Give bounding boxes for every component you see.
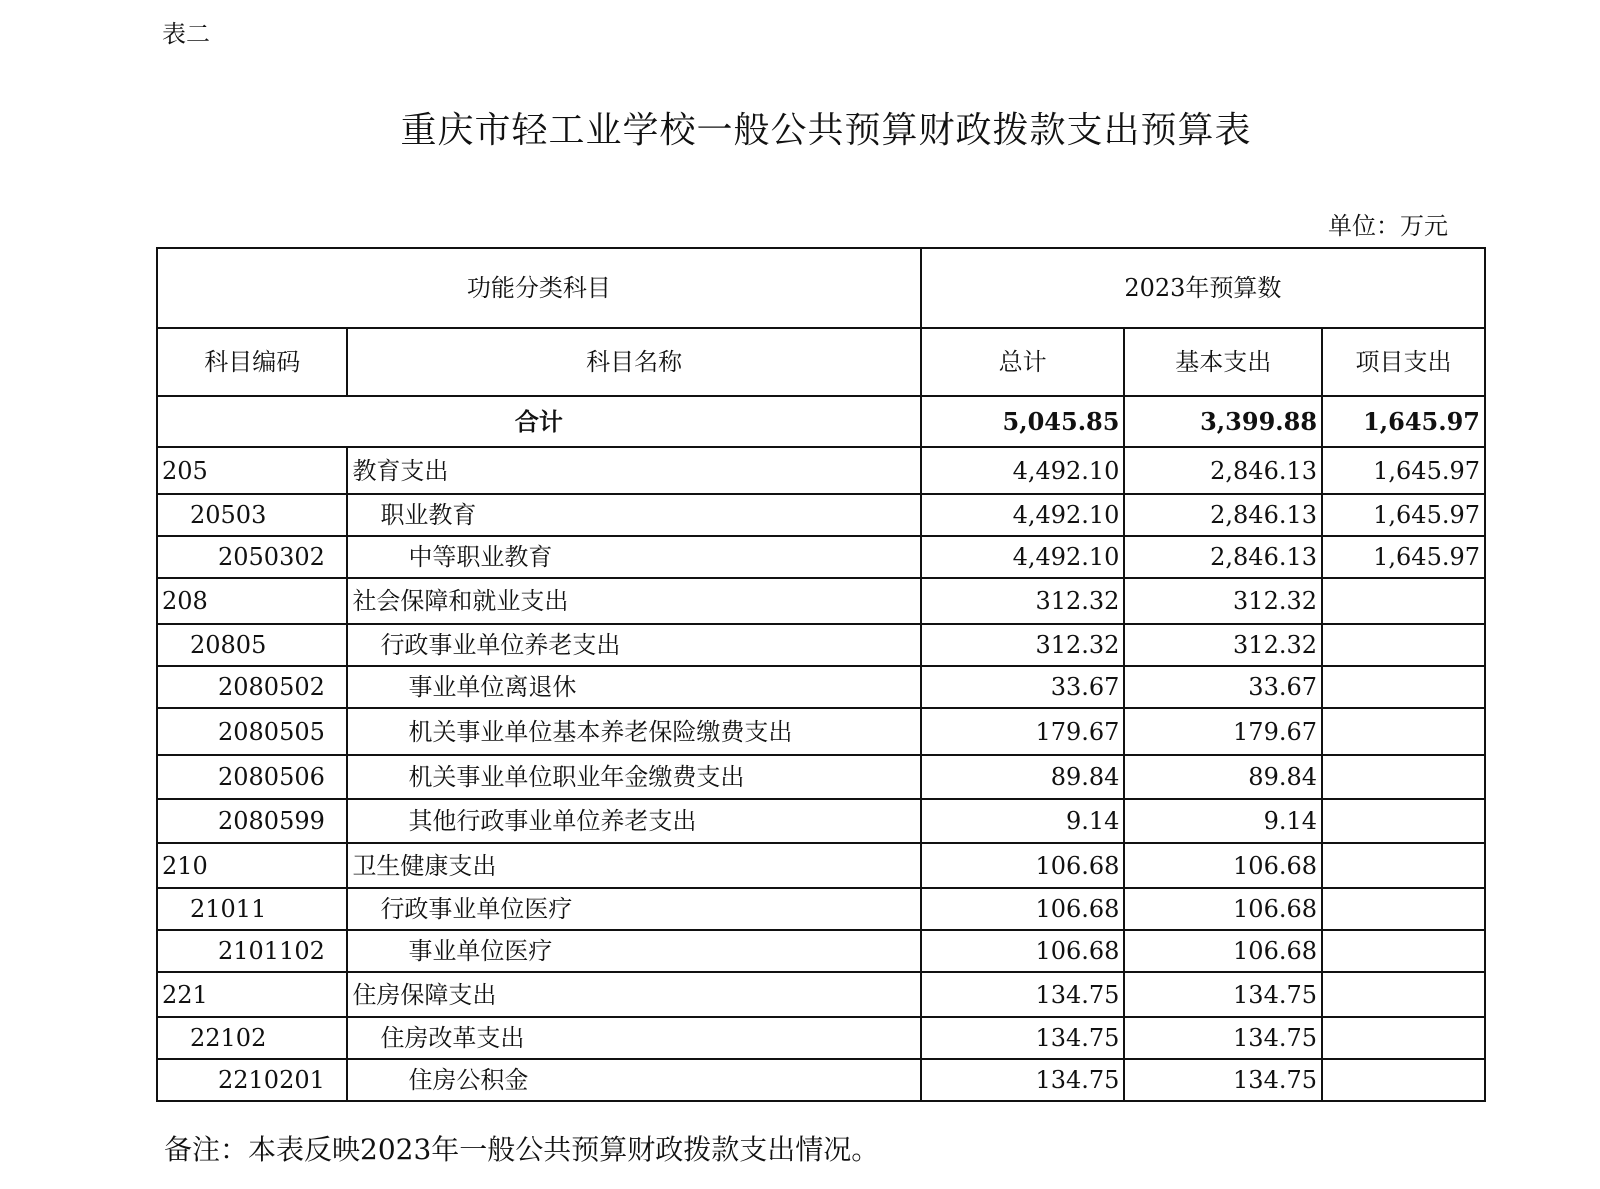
- row-basic: 2,846.13: [1124, 447, 1322, 494]
- row-total: 4,492.10: [921, 494, 1125, 536]
- header-project: 项目支出: [1322, 328, 1485, 396]
- total-sum: 5,045.85: [921, 396, 1125, 447]
- row-total: 4,492.10: [921, 447, 1125, 494]
- row-code: 2080505: [157, 708, 347, 755]
- row-basic: 2,846.13: [1124, 536, 1322, 578]
- row-project: 1,645.97: [1322, 494, 1485, 536]
- row-project: [1322, 708, 1485, 755]
- row-basic: 89.84: [1124, 755, 1322, 799]
- row-project: [1322, 755, 1485, 799]
- row-total: 134.75: [921, 972, 1125, 1017]
- table-row: [157, 972, 1485, 1017]
- row-total: 106.68: [921, 930, 1125, 972]
- row-code: 20805: [157, 624, 347, 666]
- row-total: 106.68: [921, 843, 1125, 888]
- row-name: 住房改革支出: [347, 1017, 920, 1059]
- table-row: [157, 1017, 1485, 1059]
- row-code: 2080599: [157, 799, 347, 843]
- row-total: 106.68: [921, 888, 1125, 930]
- table-row: [157, 708, 1485, 755]
- row-basic: 106.68: [1124, 843, 1322, 888]
- row-code: 2101102: [157, 930, 347, 972]
- footnote: 备注：本表反映2023年一般公共预算财政拨款支出情况。: [164, 1133, 880, 1166]
- row-total: 134.75: [921, 1017, 1125, 1059]
- row-code: 2080506: [157, 755, 347, 799]
- row-total: 89.84: [921, 755, 1125, 799]
- table-row: [157, 930, 1485, 972]
- row-basic: 106.68: [1124, 888, 1322, 930]
- row-name: 其他行政事业单位养老支出: [347, 799, 920, 843]
- row-project: [1322, 888, 1485, 930]
- row-total: 4,492.10: [921, 536, 1125, 578]
- table-row: [157, 755, 1485, 799]
- row-project: [1322, 666, 1485, 708]
- row-name: 住房公积金: [347, 1059, 920, 1101]
- row-code: 205: [157, 447, 347, 494]
- row-name: 社会保障和就业支出: [347, 578, 920, 624]
- row-total: 312.32: [921, 624, 1125, 666]
- header-function-classification: 功能分类科目: [157, 248, 921, 328]
- row-total: 33.67: [921, 666, 1125, 708]
- row-basic: 134.75: [1124, 972, 1322, 1017]
- header-row-group: [157, 248, 1485, 328]
- table-row: [157, 578, 1485, 624]
- row-project: [1322, 930, 1485, 972]
- row-name: 行政事业单位医疗: [347, 888, 920, 930]
- row-total: 9.14: [921, 799, 1125, 843]
- row-name: 机关事业单位基本养老保险缴费支出: [347, 708, 920, 755]
- row-total: 134.75: [921, 1059, 1125, 1101]
- row-basic: 2,846.13: [1124, 494, 1322, 536]
- header-total: 总计: [921, 328, 1125, 396]
- row-code: 22102: [157, 1017, 347, 1059]
- row-name: 机关事业单位职业年金缴费支出: [347, 755, 920, 799]
- budget-table: [156, 247, 1486, 1102]
- row-name: 行政事业单位养老支出: [347, 624, 920, 666]
- row-basic: 312.32: [1124, 578, 1322, 624]
- row-name: 职业教育: [347, 494, 920, 536]
- row-name: 住房保障支出: [347, 972, 920, 1017]
- table-row: [157, 447, 1485, 494]
- table-row: [157, 666, 1485, 708]
- row-basic: 33.67: [1124, 666, 1322, 708]
- header-code: 科目编码: [157, 328, 347, 396]
- row-project: [1322, 1059, 1485, 1101]
- row-code: 21011: [157, 888, 347, 930]
- table-row: [157, 624, 1485, 666]
- row-code: 20503: [157, 494, 347, 536]
- table-row: [157, 888, 1485, 930]
- total-label: 合计: [157, 396, 921, 447]
- total-row: [157, 396, 1485, 447]
- row-code: 2050302: [157, 536, 347, 578]
- row-total: 179.67: [921, 708, 1125, 755]
- table-row: [157, 843, 1485, 888]
- row-project: [1322, 843, 1485, 888]
- row-name: 教育支出: [347, 447, 920, 494]
- row-project: [1322, 972, 1485, 1017]
- row-code: 208: [157, 578, 347, 624]
- row-name: 事业单位离退休: [347, 666, 920, 708]
- table-row: [157, 799, 1485, 843]
- row-project: [1322, 799, 1485, 843]
- table-row: [157, 1059, 1485, 1101]
- row-total: 312.32: [921, 578, 1125, 624]
- table-row: [157, 494, 1485, 536]
- row-project: 1,645.97: [1322, 447, 1485, 494]
- row-code: 210: [157, 843, 347, 888]
- row-project: [1322, 1017, 1485, 1059]
- row-project: [1322, 578, 1485, 624]
- total-project: 1,645.97: [1322, 396, 1485, 447]
- row-basic: 179.67: [1124, 708, 1322, 755]
- row-project: 1,645.97: [1322, 536, 1485, 578]
- total-basic: 3,399.88: [1124, 396, 1322, 447]
- row-name: 中等职业教育: [347, 536, 920, 578]
- row-basic: 9.14: [1124, 799, 1322, 843]
- row-name: 卫生健康支出: [347, 843, 920, 888]
- row-code: 2080502: [157, 666, 347, 708]
- row-name: 事业单位医疗: [347, 930, 920, 972]
- header-budget-2023: 2023年预算数: [921, 248, 1485, 328]
- header-row-columns: [157, 328, 1485, 396]
- header-name: 科目名称: [347, 328, 920, 396]
- header-basic: 基本支出: [1124, 328, 1322, 396]
- row-basic: 134.75: [1124, 1059, 1322, 1101]
- row-project: [1322, 624, 1485, 666]
- row-code: 2210201: [157, 1059, 347, 1101]
- row-basic: 312.32: [1124, 624, 1322, 666]
- row-basic: 106.68: [1124, 930, 1322, 972]
- row-basic: 134.75: [1124, 1017, 1322, 1059]
- unit-label: 单位：万元: [1328, 212, 1448, 240]
- page-title: 重庆市轻工业学校一般公共预算财政拨款支出预算表: [400, 110, 1252, 151]
- document-label: 表二: [162, 20, 210, 48]
- row-code: 221: [157, 972, 347, 1017]
- table-row: [157, 536, 1485, 578]
